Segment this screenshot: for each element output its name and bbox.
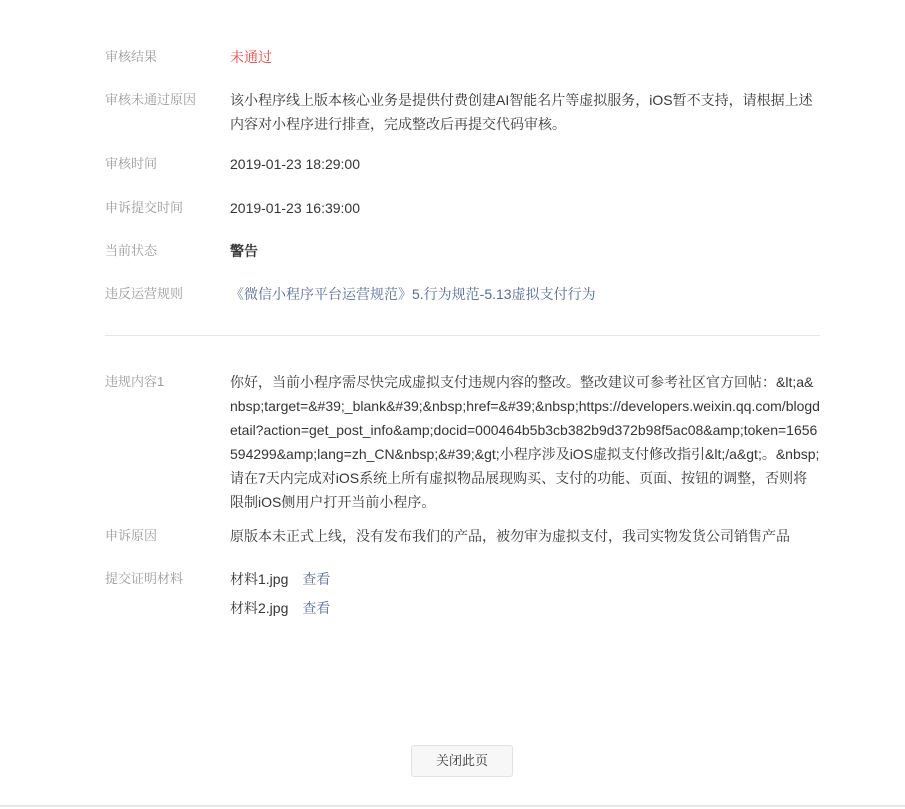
material-file-name: 材料1.jpg bbox=[230, 571, 289, 587]
appeal-reason-label: 申诉原因 bbox=[105, 528, 158, 543]
materials-label: 提交证明材料 bbox=[105, 571, 184, 586]
material-file-name: 材料2.jpg bbox=[230, 600, 289, 616]
material-item bbox=[230, 567, 820, 591]
audit-result-row bbox=[105, 45, 820, 69]
appeal-time-label: 申诉提交时间 bbox=[105, 200, 184, 215]
status-row bbox=[105, 239, 820, 263]
rule-label: 违反运营规则 bbox=[105, 286, 184, 301]
status-value: 警告 bbox=[230, 243, 258, 259]
appeal-reason-row bbox=[105, 524, 820, 548]
audit-time-label: 审核时间 bbox=[105, 156, 158, 171]
audit-result-value: 未通过 bbox=[230, 49, 272, 65]
section-divider bbox=[105, 335, 820, 336]
violation-content-value: 你好，当前小程序需尽快完成虚拟支付违规内容的整改。整改建议可参考社区官方回帖：&lt;a&nbsp;target=&#39;_blank&#39;&nbsp;href=&#39;&nbsp;https://developers.weixin.qq.com/blogdetail?action=get_post_info&amp;docid=000464b5b3cb382b9d372b98f5ac08&amp;token=1656594299&amp;lang=zh_CN&nbsp;&#39;&gt;小程序涉及iOS虚拟支付修改指引&lt;/a&gt;。&nbsp;请在7天内完成对iOS系统上所有虚拟物品展现购买、支付的功能、页面、按钮的调整，否则将限制iOS侧用户打开当前小程序。 bbox=[230, 374, 820, 510]
audit-time-value: 2019-01-23 18:29:00 bbox=[230, 156, 360, 172]
violation-content-row bbox=[105, 370, 820, 514]
material-view-link[interactable]: 查看 bbox=[302, 571, 331, 587]
bottom-border bbox=[0, 805, 905, 807]
appeal-time-row bbox=[105, 196, 820, 220]
audit-reason-row bbox=[105, 88, 820, 136]
materials-list bbox=[230, 567, 820, 620]
status-label: 当前状态 bbox=[105, 243, 158, 258]
audit-reason-value: 该小程序线上版本核心业务是提供付费创建AI智能名片等虚拟服务，iOS暂不支持，请根据上述内容对小程序进行排查，完成整改后再提交代码审核。 bbox=[230, 92, 813, 132]
audit-time-row bbox=[105, 152, 820, 176]
appeal-time-value: 2019-01-23 16:39:00 bbox=[230, 200, 360, 216]
materials-row bbox=[105, 567, 820, 620]
material-view-link[interactable]: 查看 bbox=[302, 600, 331, 616]
audit-result-label: 审核结果 bbox=[105, 49, 158, 64]
rule-link[interactable]: 《微信小程序平台运营规范》5.行为规范-5.13虚拟支付行为 bbox=[230, 286, 596, 302]
violation-content-label: 违规内容1 bbox=[105, 374, 165, 389]
close-page-button[interactable]: 关闭此页 bbox=[411, 745, 513, 777]
rule-row bbox=[105, 282, 820, 306]
audit-reason-label: 审核未通过原因 bbox=[105, 92, 197, 107]
material-item bbox=[230, 596, 820, 620]
appeal-reason-value: 原版本未正式上线，没有发布我们的产品，被勿审为虚拟支付，我司实物发货公司销售产品 bbox=[230, 528, 790, 544]
